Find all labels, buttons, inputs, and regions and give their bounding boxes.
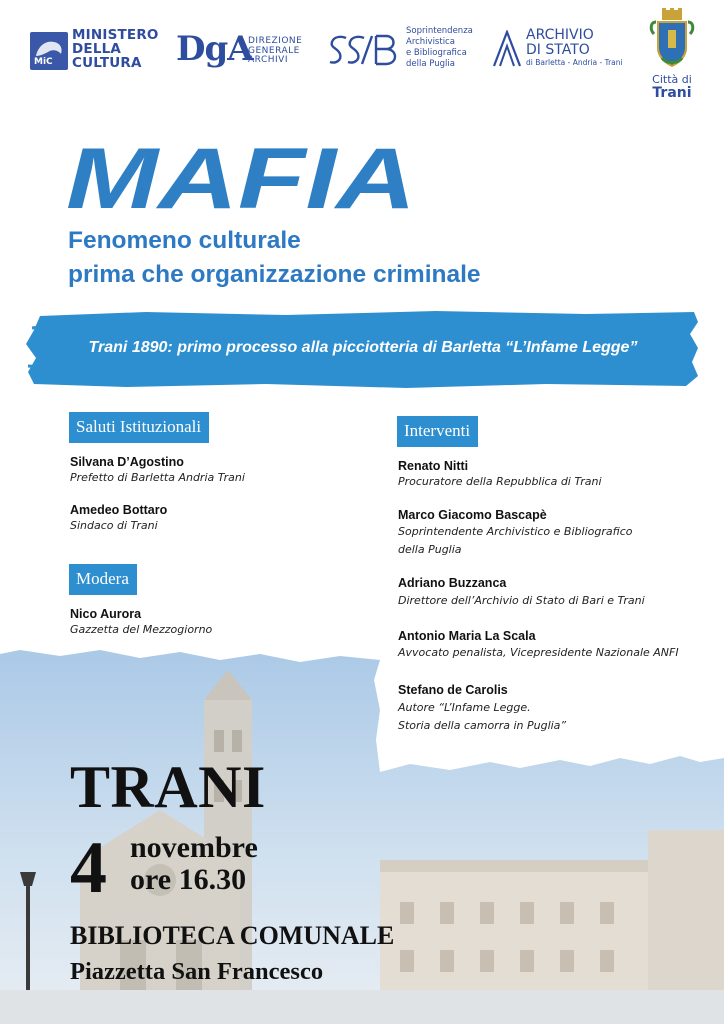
ministero-cultura-text: MINISTERO DELLA CULTURA [72, 27, 159, 71]
speaker-role: Prefetto di Barletta Andria Trani [70, 471, 245, 484]
event-venue: BIBLIOTECA COMUNALE [70, 921, 395, 950]
speaker-role: Autore “L’Infame Legge. [398, 701, 531, 714]
speaker-name: Amedeo Bottaro [70, 503, 168, 517]
subtitle-line-2: prima che organizzazione criminale [68, 261, 481, 288]
speaker-role: Direttore dell’Archivio di Stato di Bari e Trani [398, 594, 645, 607]
citta-trani-logo: Città di Trani [646, 8, 698, 100]
mic-emblem-icon [30, 32, 68, 70]
speaker-name: Renato Nitti [398, 459, 469, 473]
speaker-role: Sindaco di Trani [70, 519, 158, 532]
speaker-name: Silvana D’Agostino [70, 455, 184, 469]
interventi-label: Interventi [397, 416, 478, 447]
event-subtitle [68, 224, 668, 292]
speaker-role: Procuratore della Repubblica di Trani [398, 475, 602, 488]
sab-text: Soprintendenza Archivistica e Bibliografica della Puglia [406, 26, 473, 69]
speaker-role: della Puglia [398, 543, 462, 556]
event-address: Piazzetta San Francesco [70, 958, 324, 985]
event-month: novembre [130, 831, 258, 864]
speaker-role: Soprintendente Archivistico e Bibliografico [398, 525, 633, 538]
mafia-title-text: MAFIA [66, 131, 416, 222]
speaker-name: Marco Giacomo Bascapè [398, 508, 547, 522]
modera-label: Modera [69, 564, 137, 595]
dga-mark: DgA [176, 29, 253, 69]
sab-monogram-icon [326, 32, 402, 68]
speaker-name: Stefano de Carolis [398, 683, 508, 697]
dga-logo [176, 30, 316, 70]
trani-crest-icon [648, 8, 696, 72]
speaker-role: Avvocato penalista, Vicepresidente Nazionale ANFI [398, 646, 679, 659]
moderator-role: Gazzetta del Mezzogiorno [70, 623, 213, 636]
dga-text: DIREZIONE GENERALE ARCHIVI [248, 36, 303, 65]
band-headline: Trani 1890: primo processo alla picciotteria di Barletta “L’Infame Legge” [88, 339, 638, 356]
moderator-name: Nico Aurora [70, 607, 142, 621]
event-time: ore 16.30 [130, 863, 247, 896]
ministero-cultura-logo [30, 28, 160, 74]
speaker-name: Adriano Buzzanca [398, 576, 507, 590]
archivio-a-icon [492, 30, 522, 68]
archivio-stato-logo: ARCHIVIO DI STATO di Barletta - Andria - Trani [492, 28, 642, 72]
logo-header [0, 0, 724, 110]
mafia-title [62, 116, 422, 222]
brush-band [26, 308, 700, 390]
event-city: TRANI [70, 754, 266, 820]
speaker-role: Storia della camorra in Puglia” [398, 719, 567, 732]
mic-mark: MiC [34, 57, 53, 67]
speaker-name: Antonio Maria La Scala [398, 629, 536, 643]
subtitle-line-1: Fenomeno culturale [68, 227, 301, 254]
sab-puglia-logo [326, 26, 486, 76]
saluti-istituzionali-label: Saluti Istituzionali [69, 412, 209, 443]
event-day: 4 [70, 827, 107, 909]
